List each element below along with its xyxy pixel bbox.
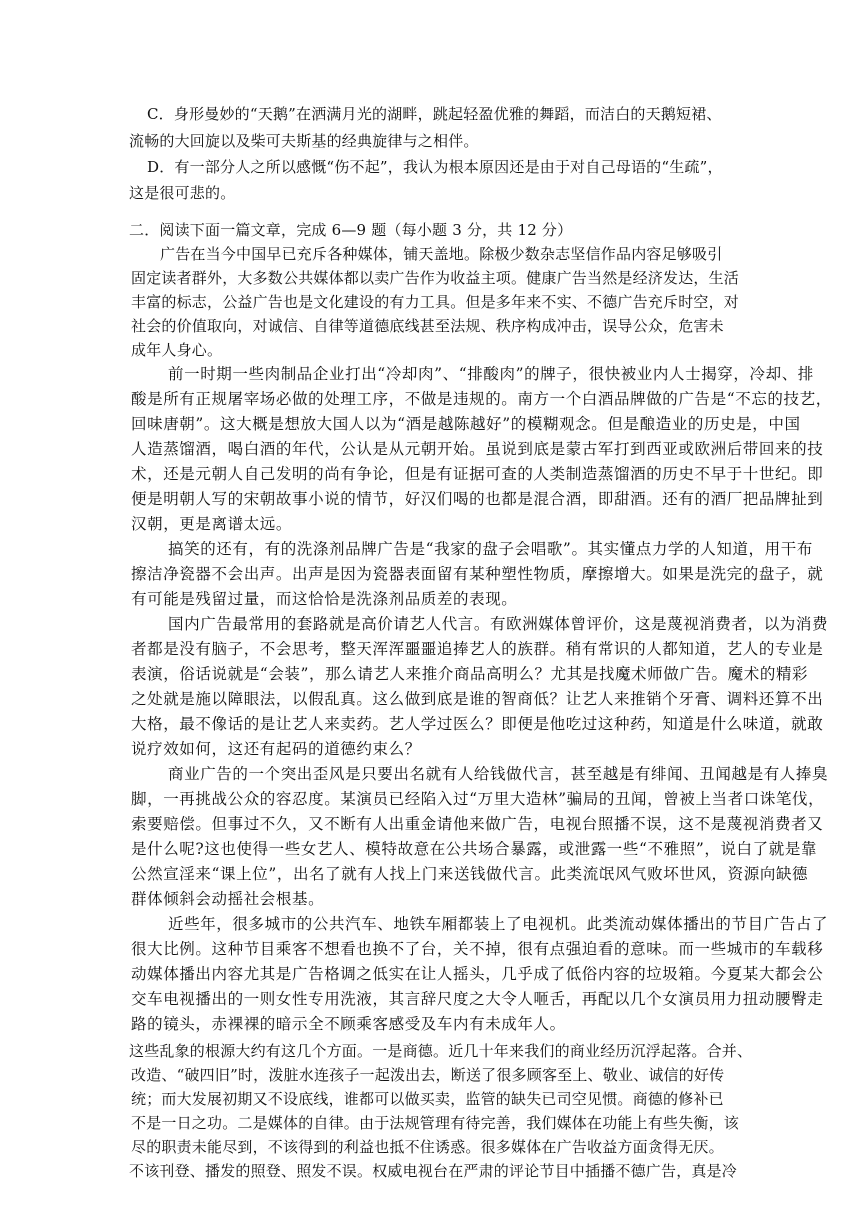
p7-line-4: 不是一日之功。二是媒体的自律。由于法规管理有待完善，我们媒体在功能上有些失衡，该 bbox=[131, 1114, 740, 1132]
p1-line-1: 广告在当今中国早已充斥各种媒体，铺天盖地。除极少数杂志坚信作品内容足够吸引 bbox=[160, 245, 723, 263]
p7-line-1: 这些乱象的根源大约有这几个方面。一是商德。近几十年来我们的商业经历沉浮起落。合并、 bbox=[129, 1042, 753, 1060]
p3-line-2: 擦洁净瓷器不会出声。出声是因为瓷器表面留有某种塑性物质，摩擦增大。如果是洗完的盘子，就 bbox=[131, 565, 824, 583]
p1-line-2: 固定读者群外，大多数公共媒体都以卖广告作为收益主项。健康广告当然是经济发达，生活 bbox=[131, 269, 740, 287]
p5-line-6: 群体倾斜会动摇社会根基。 bbox=[131, 890, 325, 908]
option-d-line-1: D．有一部分人之所以感慨“伤不起”，我认为根本原因还是由于对自己母语的“生疏”， bbox=[147, 158, 723, 176]
p4-line-6: 说疗效如何，这还有起码的道德约束么？ bbox=[131, 740, 421, 758]
p5-line-2: 脚，一再挑战公众的容忍度。某演员已经陷入过“万里大造林”骗局的丑闻，曾被上当者口诛笔伐， bbox=[131, 790, 825, 808]
p7-line-5: 尽的职责未能尽到，不该得到的利益也抵不住诱惑。很多媒体在广告收益方面贪得无厌。 bbox=[131, 1138, 724, 1156]
p1-line-3: 丰富的标志，公益广告也是文化建设的有力工具。但是多年来不实、不德广告充斥时空，对 bbox=[131, 293, 740, 311]
option-d-line-2: 这是很可悲的。 bbox=[129, 184, 236, 202]
p6-line-1: 近些年，很多城市的公共汽车、地铁车厢都装上了电视机。此类流动媒体播出的节目广告占了 bbox=[168, 915, 829, 933]
p1-line-5: 成年人身心。 bbox=[131, 341, 223, 359]
p6-line-4: 交车电视播出的一则女性专用洗液，其言辞尺度之大令人咂舌，再配以几个女演员用力扭动腰臀走 bbox=[131, 990, 824, 1008]
p4-line-3: 表演，俗话说就是“会装”，那么请艺人来推介商品高明么？尤其是找魔术师做广告。魔术的精彩 bbox=[131, 665, 809, 683]
p2-line-6: 便是明朝人写的宋朝故事小说的情节，好汉们喝的也都是混合酒，即甜酒。还有的酒厂把品牌扯到 bbox=[131, 490, 824, 508]
p3-line-3: 有可能是残留过量，而这恰恰是洗涤剂品质差的表现。 bbox=[131, 590, 518, 608]
p5-line-4: 是什么呢?这也使得一些女艺人、模特故意在公共场合暴露，或泄露一些“不雅照”，说白了就是靠 bbox=[131, 840, 818, 858]
option-c-line-2: 流畅的大回旋以及柴可夫斯基的经典旋律与之相伴。 bbox=[129, 132, 479, 150]
p6-line-5: 路的镜头，赤裸裸的暗示全不顾乘客感受及车内有未成年人。 bbox=[131, 1015, 566, 1033]
p2-line-3: 回味唐朝”。这大概是想放大国人以为“酒是越陈越好”的模糊观念。但是酿造业的历史是，中国 bbox=[131, 415, 801, 433]
section-heading: 二．阅读下面一篇文章，完成 6—9 题（每小题 3 分，共 12 分） bbox=[129, 221, 573, 239]
p2-line-4: 人造蒸馏酒，喝白酒的年代，公认是从元朝开始。虽说到底是蒙古军打到西亚或欧洲后带回来的技 bbox=[131, 440, 824, 458]
p4-line-5: 大格，最不像话的是让艺人来卖药。艺人学过医么？即便是他吃过这种药，知道是什么味道，就敢 bbox=[131, 715, 824, 733]
p7-line-2: 改造、“破四旧”时，泼脏水连孩子一起泼出去，断送了很多顾客至上、敬业、诚信的好传 bbox=[131, 1066, 725, 1084]
p6-line-2: 很大比例。这种节目乘客不想看也换不了台，关不掉，很有点强迫看的意味。而一些城市的车载移 bbox=[131, 940, 824, 958]
p4-line-4: 之处就是施以障眼法，以假乱真。这么做到底是谁的智商低？让艺人来推销个牙膏、调料还算不出 bbox=[131, 690, 824, 708]
p2-line-2: 酸是所有正规屠宰场必做的处理工序，不做是违规的。南方一个白酒品牌做的广告是“不忘的技艺， bbox=[131, 390, 832, 408]
p5-line-5: 公然宣淫来“课上位”，出名了就有人找上门来送钱做代言。此类流氓风气败坏世风，资源向缺德 bbox=[131, 865, 809, 883]
p6-line-3: 动媒体播出内容尤其是广告格调之低实在让人摇头，几乎成了低俗内容的垃圾箱。今夏某大都会公 bbox=[131, 965, 824, 983]
p4-line-2: 者都是没有脑子，不会思考，整天浑浑噩噩追捧艺人的族群。稍有常识的人都知道，艺人的专业是 bbox=[131, 640, 824, 658]
p2-line-5: 术，还是元朝人自己发明的尚有争论，但是有证据可查的人类制造蒸馏酒的历史不早于十世纪。即 bbox=[131, 465, 824, 483]
p5-line-1: 商业广告的一个突出歪风是只要出名就有人给钱做代言，甚至越是有绯闻、丑闻越是有人捧臭 bbox=[168, 765, 829, 783]
p3-line-1: 搞笑的还有，有的洗涤剂品牌广告是“我家的盘子会唱歌”。其实懂点力学的人知道，用干布 bbox=[168, 540, 813, 558]
option-c-line-1: C．身形曼妙的“天鹅”在洒满月光的湖畔，跳起轻盈优雅的舞蹈，而洁白的天鹅短裙、 bbox=[147, 105, 722, 123]
p7-line-3: 统；而大发展初期又不设底线，谁都可以做买卖，监管的缺失已司空见惯。商德的修补已 bbox=[131, 1090, 724, 1108]
p2-line-7: 汉朝，更是离谱太远。 bbox=[131, 515, 293, 533]
p7-line-6: 不该刊登、播发的照登、照发不误。权威电视台在严肃的评论节目中插播不德广告，真是冷 bbox=[129, 1162, 738, 1180]
p4-line-1: 国内广告最常用的套路就是高价请艺人代言。有欧洲媒体曾评价，这是蔑视消费者，以为消费 bbox=[168, 615, 829, 633]
p5-line-3: 索要赔偿。但事过不久，又不断有人出重金请他来做广告，电视台照播不误，这不是蔑视消费者又 bbox=[131, 815, 824, 833]
p2-line-1: 前一时期一些肉制品企业打出“冷却肉”、“排酸肉”的牌子，很快被业内人士揭穿，冷却、排 bbox=[168, 365, 814, 383]
p1-line-4: 社会的价值取向，对诚信、自律等道德底线甚至法规、秩序构成冲击，误导公众，危害未 bbox=[131, 317, 724, 335]
